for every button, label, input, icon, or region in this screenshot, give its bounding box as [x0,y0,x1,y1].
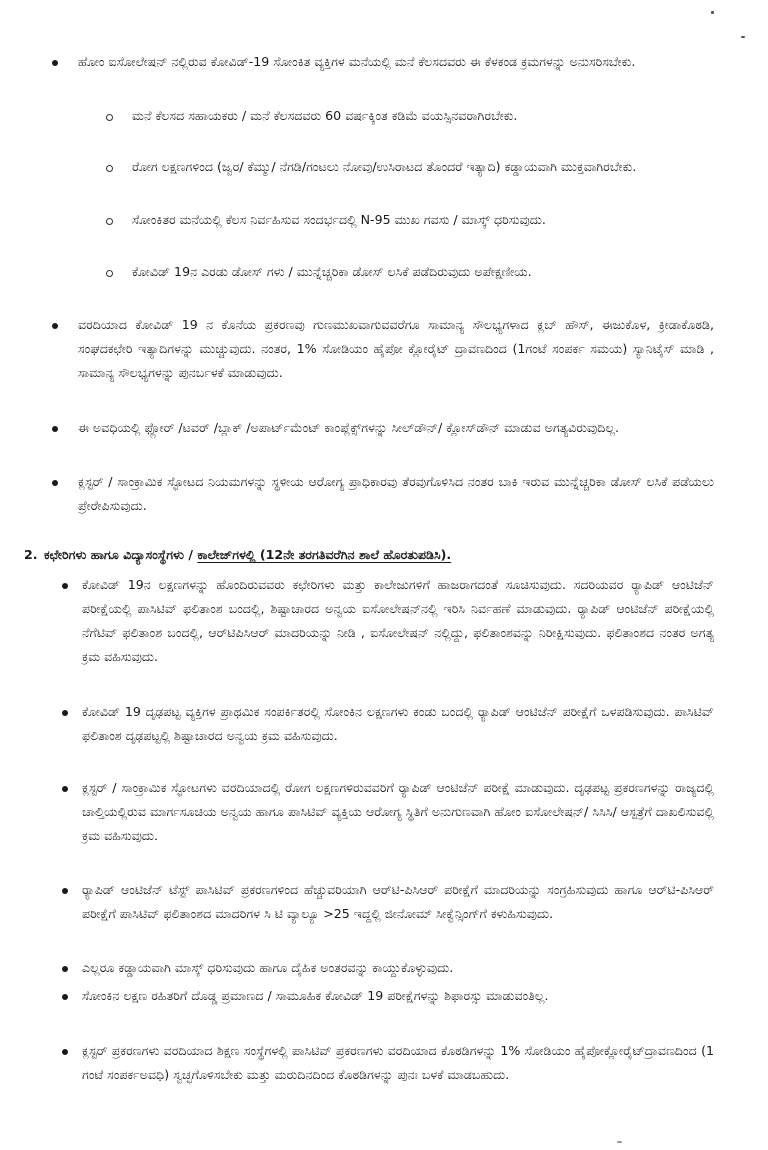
bullet-icon [62,994,68,1000]
section1-subitem-text: ಮನೆ ಕೆಲಸದ ಸಹಾಯಕರು / ಮನೆ ಕೆಲಸದವರು 60 ವರ್ಷಕ್ಕಿಂತ ಕಡಿಮೆ ವಯಸ್ಸಿನವರಾಗಿರಬೇಕು. [132,108,518,123]
bullet-icon [62,710,68,716]
bullet-icon [52,60,58,66]
section2-item-text: ಕೋವಿಡ್ 19 ದೃಢಪಟ್ಟ ವ್ಯಕ್ತಿಗಳ ಪ್ರಾಥಮಿಕ ಸಂಪರ್ಕಿತರಲ್ಲಿ ಸೋಂಕಿನ ಲಕ್ಷಣಗಳು ಕಂಡು ಬಂದಲ್ಲಿ ರ್‍ಯಾಪಿಡ್ ಆಂಟಿಜೆನ್ ಪರೀಕ್ಷೆಗೆ ಒಳಪಡಿಸುವುದು. ಪಾಸಿಟಿವ್ ಫಲಿತಾಂಶ ದೃಢಪಟ್ಟಲ್ಲಿ ಶಿಷ್ಟಾಚಾರದ ಅನ್ವಯ ಕ್ರಮ ವಹಿಸುವುದು. [82,704,714,743]
section2-item-text: ಕೋವಿಡ್ 19ನ ಲಕ್ಷಣಗಳನ್ನು ಹೊಂದಿರುವವರು ಕಛೇರಿಗಳು ಮತ್ತು ಕಾಲೇಜುಗಳಿಗೆ ಹಾಜರಾಗದಂತೆ ಸೂಚಿಸುವುದು. ಸದರಿಯವರ ರ್‍ಯಾಪಿಡ್ ಆಂಟಿಜೆನ್ ಪರೀಕ್ಷೆಯಲ್ಲಿ ಪಾಸಿಟಿವ್ ಫಲಿತಾಂಶ ಬಂದಲ್ಲಿ, ಶಿಷ್ಟಾಚಾರದ ಅನ್ವಯ ಐಸೋಲೇಷನ್‌ನಲ್ಲಿ ಇರಿಸಿ ನಿರ್ವಹಣೆ ಮಾಡುವುದು. ರ್‍ಯಾಪಿಡ್ ಆಂಟಿಜೆನ್ ಪರೀಕ್ಷೆಯಲ್ಲಿ ನೆಗೆಟಿವ್ ಫಲಿತಾಂಶ ಬಂದಲ್ಲಿ, ಆರ್‌ಟಿಪಿಸಿಆರ್ ಮಾದರಿಯನ್ನು ನೀಡಿ , ಐಸೋಲೇಷನ್ ನಲ್ಲಿದ್ದು, ಫಲಿತಾಂಶವನ್ನು ನಿರೀಕ್ಷಿಸುವುದು. ಫಲಿತಾಂಶದ ನಂತರ ಅಗತ್ಯ ಕ್ರಮ ವಹಿಸುವುದು. [82,577,714,664]
bullet-icon [62,786,68,792]
section2-item-text: ಸೋಂಕಿನ ಲಕ್ಷಣ ರಹಿತರಿಗೆ ದೊಡ್ಡ ಪ್ರಮಾಣದ / ಸಾಮೂಹಿಕ ಕೋವಿಡ್ 19 ಪರೀಕ್ಷೆಗಳನ್ನು ಶಿಫಾರಸ್ಸು ಮಾಡುವಂತಿಲ್ಲ. [82,988,549,1003]
section2-item-text: ಕ್ಲಸ್ಟರ್ / ಸಾಂಕ್ರಾಮಿಕ ಸ್ಫೋಟಗಳು ವರದಿಯಾದಲ್ಲಿ ರೋಗ ಲಕ್ಷಣಗಳಿರುವವರಿಗೆ ರ್‍ಯಾಪಿಡ್ ಆಂಟಿಜೆನ್ ಪರೀಕ್ಷೆ ಮಾಡುವುದು. ದೃಢಪಟ್ಟ ಪ್ರಕರಣಗಳನ್ನು ರಾಜ್ಯದಲ್ಲಿ ಚಾಲ್ತಿಯಲ್ಲಿರುವ ಮಾರ್ಗಸೂಚಿಯ ಅನ್ವಯ ಹಾಗೂ ಪಾಸಿಟಿವ್ ವ್ಯಕ್ತಿಯ ಆರೋಗ್ಯ ಸ್ಥಿತಿಗೆ ಅನುಗುಣವಾಗಿ ಹೋಂ ಐಸೋಲೇಷನ್/ ಸಿಸಿಸಿ/ ಆಸ್ಪತ್ರೆಗೆ ದಾಖಲಿಸುವಲ್ಲಿ ಕ್ರಮ ವಹಿಸುವುದು. [82,780,714,843]
bullet-icon [52,426,58,432]
section1-subitem-text: ಕೋವಿಡ್ 19ನ ಎರಡು ಡೋಸ್ ಗಳು / ಮುನ್ನೆಚ್ಚರಿಕಾ ಡೋಸ್ ಲಸಿಕೆ ಪಡೆದಿರುವುದು ಅಪೇಕ್ಷಣೀಯ. [132,264,532,279]
circle-bullet-icon [106,114,113,121]
bullet-icon [62,1049,68,1055]
section1-item-text: ಕ್ಲಸ್ಟರ್ / ಸಾಂಕ್ರಾಮಿಕ ಸ್ಫೋಟದ ನಿಯಮಗಳನ್ನು ಸ್ಥಳೀಯ ಆರೋಗ್ಯ ಪ್ರಾಧಿಕಾರವು ತೆರವುಗೊಳಿಸಿದ ನಂತರ ಬಾಕಿ ಇರುವ ಮುನ್ನೆಚ್ಚರಿಕಾ ಡೋಸ್ ಲಸಿಕೆ ಪಡೆಯಲು ಪ್ರೇರೇಪಿಸುವುದು. [78,474,714,513]
section1-item-text: ಹೋಂ ಐಸೋಲೇಷನ್ ನಲ್ಲಿರುವ ಕೋವಿಡ್-19 ಸೋಂಕಿತ ವ್ಯಕ್ತಿಗಳ ಮನೆಯಲ್ಲಿ ಮನೆ ಕೆಲಸದವರು ಈ ಕೆಳಕಂಡ ಕ್ರಮಗಳನ್ನು ಅನುಸರಿಸಬೇಕು. [78,54,636,69]
section-2-heading [24,543,744,567]
scan-speck [617,1141,622,1143]
circle-bullet-icon [106,165,113,172]
bullet-icon [62,583,68,589]
bullet-icon [52,323,58,329]
scan-speck [741,36,745,38]
section-number: 2. [24,547,38,562]
section-heading-text: ಕಛೇರಿಗಳು ಹಾಗೂ ವಿದ್ಯಾಸಂಸ್ಥೆಗಳು / [44,547,193,562]
section1-subitem-text: ಸೋಂಕಿತರ ಮನೆಯಲ್ಲಿ ಕೆಲಸ ನಿರ್ವಹಿಸುವ ಸಂದರ್ಭದಲ್ಲಿ N-95 ಮುಖ ಗವಸು / ಮಾಸ್ಕ್ ಧರಿಸುವುದು. [132,212,546,227]
section1-subitem-text: ರೋಗ ಲಕ್ಷಣಗಳಿಂದ (ಜ್ವರ/ ಕೆಮ್ಮು/ ನೆಗಡಿ/ಗಂಟಲು ನೋವು/ಉಸಿರಾಟದ ತೊಂದರೆ ಇತ್ಯಾದಿ) ಕಡ್ಡಾಯವಾಗಿ ಮುಕ್ತವಾಗಿರಬೇಕು. [132,159,637,174]
bullet-icon [62,966,68,972]
section2-item-text: ಎಲ್ಲರೂ ಕಡ್ಡಾಯವಾಗಿ ಮಾಸ್ಕ್ ಧರಿಸುವುದು ಹಾಗೂ ದೈಹಿಕ ಅಂತರವನ್ನು ಕಾಯ್ದುಕೊಳ್ಳುವುದು. [82,960,454,975]
bullet-icon [62,888,68,894]
section2-item-text: ರ್‍ಯಾಪಿಡ್ ಆಂಟಿಜೆನ್ ಟೆಸ್ಟ್ ಪಾಸಿಟಿವ್ ಪ್ರಕರಣಗಳಿಂದ ಹೆಚ್ಚುವರಿಯಾಗಿ ಆರ್‌ಟಿ-ಪಿಸಿಆರ್ ಪರೀಕ್ಷೆಗೆ ಮಾದರಿಯನ್ನು ಸಂಗ್ರಹಿಸುವುದು ಹಾಗೂ ಆರ್‌ಟಿ-ಪಿಸಿಆರ್ ಪರೀಕ್ಷೆಗೆ ಪಾಸಿಟಿವ್ ಫಲಿತಾಂಶದ ಮಾದರಿಗಳ ಸಿ ಟಿ ವ್ಯಾಲ್ಯೂ >25 ಇದ್ದಲ್ಲಿ ಜೀನೋಮ್ ಸೀಕ್ವೆನ್ಸಿಂಗ್‌ಗೆ ಕಳುಹಿಸುವುದು. [82,882,714,921]
bullet-icon [52,480,58,486]
section1-item-text: ವರದಿಯಾದ ಕೋವಿಡ್ 19 ನ ಕೊನೆಯ ಪ್ರಕರಣವು ಗುಣಮುಖವಾಗುವವರೆಗೂ ಸಾಮಾನ್ಯ ಸೌಲಭ್ಯಗಳಾದ ಕ್ಲಬ್ ಹೌಸ್, ಈಜುಕೊಳ, ಕ್ರೀಡಾಕೊಠಡಿ, ಸಂಘದಕಛೇರಿ ಇತ್ಯಾದಿಗಳನ್ನು ಮುಚ್ಚುವುದು. ನಂತರ, 1% ಸೋಡಿಯಂ ಹೈಪೋ ಕ್ಲೋರೈಟ್ ದ್ರಾವಣದಿಂದ (1ಗಂಟೆ ಸಂಪರ್ಕ ಸಮಯ) ಸ್ಯಾನಿಟೈಸ್ ಮಾಡಿ , ಸಾಮಾನ್ಯ ಸೌಲಭ್ಯಗಳನ್ನು ಪುನರ್ಬಳಕೆ ಮಾಡುವುದು. [78,317,714,380]
section2-item-text: ಕ್ಲಸ್ಟರ್ ಪ್ರಕರಣಗಳು ವರದಿಯಾದ ಶಿಕ್ಷಣ ಸಂಸ್ಥೆಗಳಲ್ಲಿ ಪಾಸಿಟಿವ್ ಪ್ರಕರಣಗಳು ವರದಿಯಾದ ಕೊಠಡಿಗಳನ್ನು 1% ಸೋಡಿಯಂ ಹೈಪೋಕ್ಲೋರೈಟ್‌ದ್ರಾವಣದಿಂದ (1 ಗಂಟೆ ಸಂಪರ್ಕಅವಧಿ) ಸ್ವಚ್ಛಗೊಳಿಸಬೇಕು ಮತ್ತು ಮರುದಿನದಿಂದ ಕೊಠಡಿಗಳನ್ನು ಪುನಃ ಬಳಕೆ ಮಾಡಬಹುದು. [82,1043,714,1082]
section1-item-text: ಈ ಅವಧಿಯಲ್ಲಿ ಫ್ಲೋರ್ /ಟವರ್ /ಬ್ಲಾಕ್ /ಅಪಾರ್ಟ್‌ಮೆಂಟ್ ಕಾಂಪ್ಲೆಕ್ಸ್‌ಗಳನ್ನು ಸೀಲ್‌ಡೌನ್/ ಕ್ಲೋಸ್‌ಡೌನ್ ಮಾಡುವ ಅಗತ್ಯವಿರುವುದಿಲ್ಲ. [78,420,620,435]
circle-bullet-icon [106,270,113,277]
scan-speck [711,11,714,14]
circle-bullet-icon [106,218,113,225]
section-heading-underlined: ಕಾಲೇಜ್‌ಗಳಲ್ಲಿ (12ನೇ ತರಗತಿವರೆಗಿನ ಶಾಲೆ ಹೊರತುಪಡಿಸಿ). [197,547,452,562]
